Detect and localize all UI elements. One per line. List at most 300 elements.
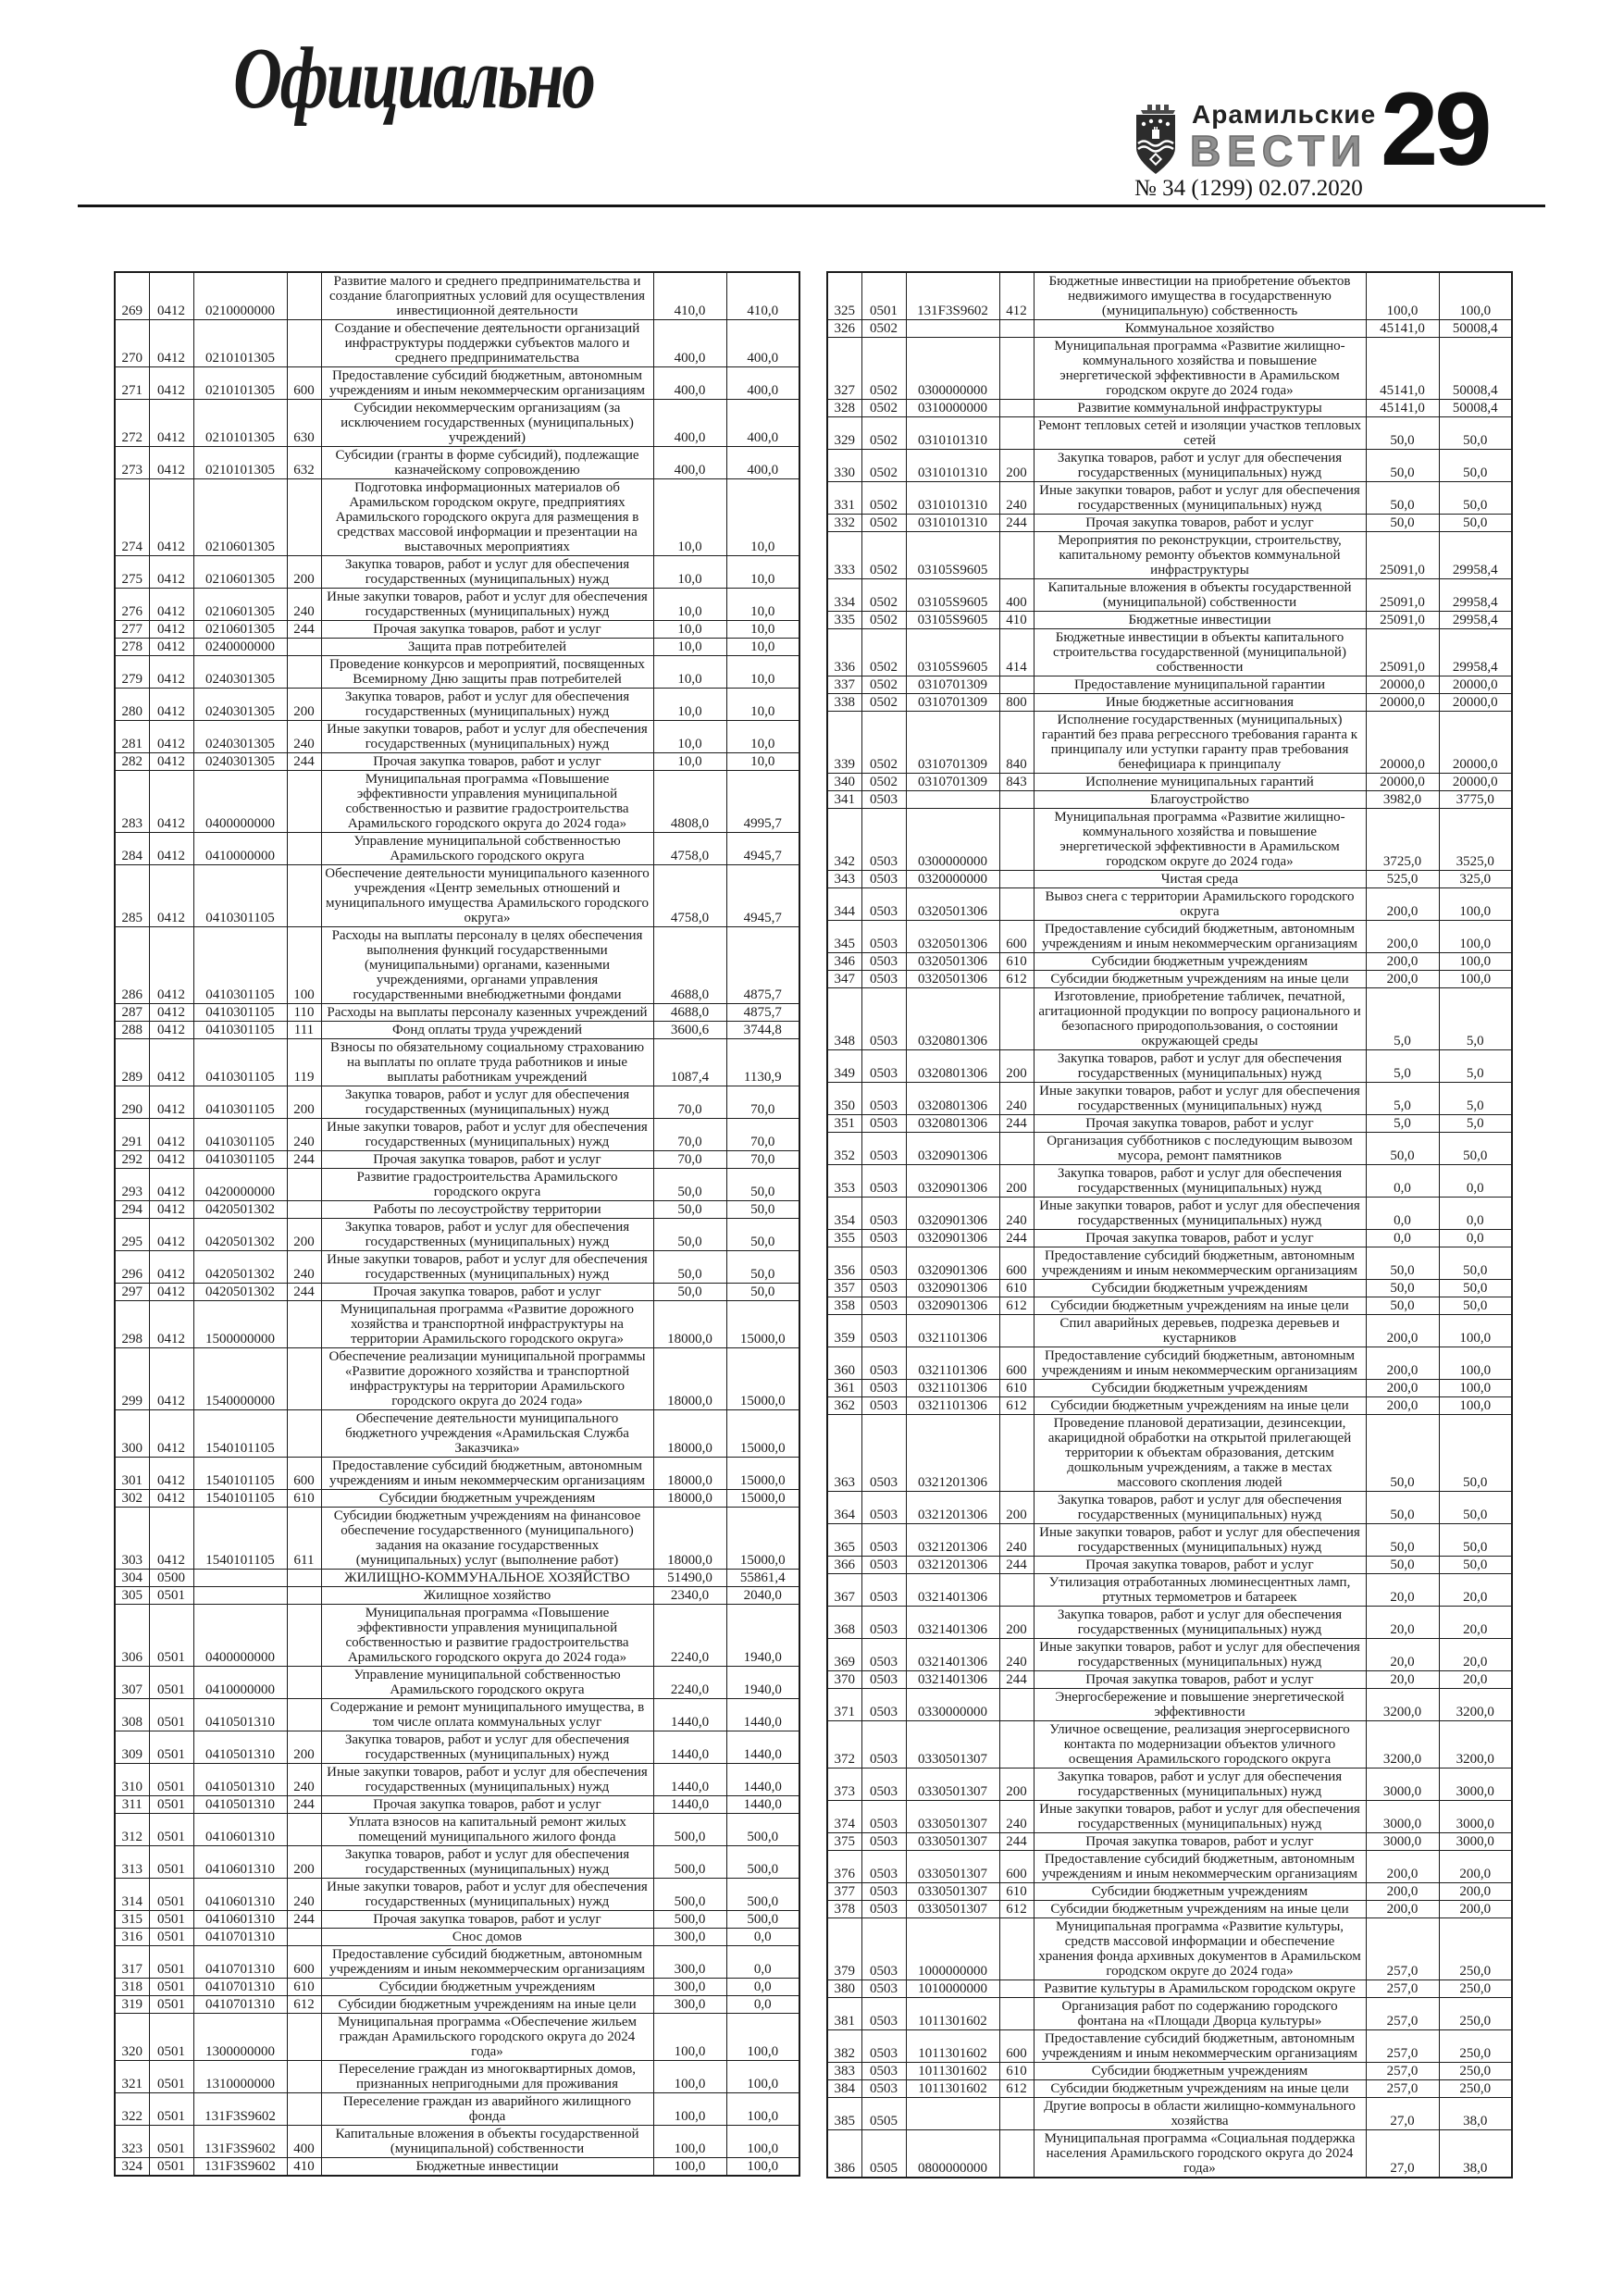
target-article-cell: 0420501302 xyxy=(193,1201,287,1219)
expense-name-cell: Субсидии бюджетным учреждениям на финансовое обеспечение государственного (муниципального) задания на оказание государственных (муниципальных) услуг (выполнение работ) xyxy=(321,1508,653,1570)
target-article-cell: 0410000000 xyxy=(193,833,287,865)
amount-col2-cell: 400,0 xyxy=(726,447,799,479)
row-number-cell: 343 xyxy=(827,871,861,888)
target-article-cell: 03105S9605 xyxy=(906,579,999,612)
budget-row xyxy=(827,1639,1512,1671)
amount-col2-cell: 20,0 xyxy=(1439,1607,1512,1639)
target-article-cell: 0320801306 xyxy=(906,988,999,1050)
amount-col1-cell: 1440,0 xyxy=(653,1796,726,1814)
amount-col2-cell: 410,0 xyxy=(726,272,799,320)
expense-type-cell xyxy=(287,2061,321,2093)
row-number-cell: 372 xyxy=(827,1721,861,1769)
amount-col2-cell: 70,0 xyxy=(726,1151,799,1169)
target-article-cell: 1310000000 xyxy=(193,2061,287,2093)
amount-col2-cell: 50,0 xyxy=(1439,1247,1512,1280)
budget-row xyxy=(115,656,799,689)
target-article-cell: 0321401306 xyxy=(906,1671,999,1689)
budget-row xyxy=(827,1247,1512,1280)
expense-type-cell xyxy=(999,320,1034,338)
expense-name-cell: Предоставление субсидий бюджетным, автономным учреждениям и иным некоммерческим организациям xyxy=(1034,1247,1366,1280)
target-article-cell: 1540101105 xyxy=(193,1410,287,1458)
expense-name-cell: Развитие коммунальной инфраструктуры xyxy=(1034,400,1366,417)
row-number-cell: 363 xyxy=(827,1415,861,1492)
target-article-cell: 0321101306 xyxy=(906,1380,999,1397)
budget-row xyxy=(115,1219,799,1251)
row-number-cell: 321 xyxy=(115,2061,149,2093)
expense-type-cell: 840 xyxy=(999,712,1034,774)
amount-col2-cell: 50,0 xyxy=(726,1201,799,1219)
row-number-cell: 352 xyxy=(827,1133,861,1165)
budget-row xyxy=(115,1251,799,1284)
section-code-cell: 0503 xyxy=(861,921,906,953)
expense-type-cell: 240 xyxy=(999,1083,1034,1115)
row-number-cell: 330 xyxy=(827,450,861,482)
target-article-cell: 0410301105 xyxy=(193,1119,287,1151)
expense-type-cell xyxy=(999,1133,1034,1165)
target-article-cell: 0410301105 xyxy=(193,1151,287,1169)
section-code-cell: 0502 xyxy=(861,400,906,417)
amount-col2-cell: 100,0 xyxy=(1439,1397,1512,1415)
amount-col2-cell: 100,0 xyxy=(1439,888,1512,921)
target-article-cell: 0320901306 xyxy=(906,1297,999,1315)
expense-type-cell xyxy=(287,1667,321,1699)
page-number: 29 xyxy=(1381,71,1489,187)
expense-name-cell: Снос домов xyxy=(321,1929,653,1946)
expense-type-cell xyxy=(287,865,321,927)
amount-col1-cell: 257,0 xyxy=(1366,1980,1439,1998)
amount-col1-cell: 4688,0 xyxy=(653,927,726,1004)
expense-type-cell xyxy=(287,1699,321,1731)
section-code-cell: 0503 xyxy=(861,1801,906,1833)
amount-col2-cell: 100,0 xyxy=(1439,272,1512,320)
amount-col1-cell: 51490,0 xyxy=(653,1570,726,1587)
expense-name-cell: Предоставление субсидий бюджетным, автономным учреждениям и иным некоммерческим организациям xyxy=(321,367,653,400)
target-article-cell: 03105S9605 xyxy=(906,629,999,676)
budget-row xyxy=(827,2030,1512,2063)
expense-type-cell xyxy=(999,871,1034,888)
target-article-cell: 1500000000 xyxy=(193,1301,287,1348)
section-code-cell: 0500 xyxy=(149,1570,193,1587)
amount-col1-cell: 2240,0 xyxy=(653,1667,726,1699)
section-code-cell: 0503 xyxy=(861,809,906,871)
section-code-cell: 0503 xyxy=(861,1639,906,1671)
budget-row xyxy=(115,1911,799,1929)
section-code-cell: 0412 xyxy=(149,1151,193,1169)
amount-col2-cell: 15000,0 xyxy=(726,1490,799,1508)
row-number-cell: 347 xyxy=(827,971,861,988)
section-code-cell: 0501 xyxy=(861,272,906,320)
row-number-cell: 327 xyxy=(827,338,861,400)
expense-name-cell: Проведение плановой дератизации, дезинсекции, акарицидной обработки на открытой прилегающей территории к объектам образования, детским дошкольным учреждениям, а также в местах массового скопления людей xyxy=(1034,1415,1366,1492)
section-code-cell: 0505 xyxy=(861,2098,906,2130)
expense-type-cell xyxy=(287,1605,321,1667)
amount-col1-cell: 10,0 xyxy=(653,621,726,639)
row-number-cell: 370 xyxy=(827,1671,861,1689)
amount-col2-cell: 15000,0 xyxy=(726,1508,799,1570)
budget-row xyxy=(115,865,799,927)
expense-name-cell: Прочая закупка товаров, работ и услуг xyxy=(321,1151,653,1169)
section-code-cell: 0412 xyxy=(149,1508,193,1570)
expense-type-cell xyxy=(999,988,1034,1050)
row-number-cell: 289 xyxy=(115,1039,149,1086)
expense-name-cell: Прочая закупка товаров, работ и услуг xyxy=(321,1911,653,1929)
row-number-cell: 299 xyxy=(115,1348,149,1410)
target-article-cell: 0240301305 xyxy=(193,721,287,753)
section-code-cell: 0503 xyxy=(861,1380,906,1397)
amount-col2-cell: 55861,4 xyxy=(726,1570,799,1587)
budget-row xyxy=(827,272,1512,320)
expense-type-cell xyxy=(999,2098,1034,2130)
amount-col1-cell: 500,0 xyxy=(653,1879,726,1911)
expense-name-cell: Прочая закупка товаров, работ и услуг xyxy=(321,753,653,771)
amount-col2-cell: 3744,8 xyxy=(726,1022,799,1039)
budget-row xyxy=(827,1083,1512,1115)
amount-col1-cell: 50,0 xyxy=(653,1251,726,1284)
expense-type-cell: 612 xyxy=(287,1996,321,2014)
expense-name-cell: Спил аварийных деревьев, подрезка деревьев и кустарников xyxy=(1034,1315,1366,1347)
amount-col2-cell: 3200,0 xyxy=(1439,1689,1512,1721)
expense-name-cell: Предоставление субсидий бюджетным, автономным учреждениям и иным некоммерческим организациям xyxy=(1034,2030,1366,2063)
expense-name-cell: Исполнение муниципальных гарантий xyxy=(1034,774,1366,791)
budget-row xyxy=(115,621,799,639)
amount-col2-cell: 400,0 xyxy=(726,400,799,447)
section-code-cell: 0502 xyxy=(861,482,906,515)
amount-col1-cell: 5,0 xyxy=(1366,1050,1439,1083)
target-article-cell: 1540000000 xyxy=(193,1348,287,1410)
row-number-cell: 361 xyxy=(827,1380,861,1397)
budget-table-left-body xyxy=(115,272,799,2176)
row-number-cell: 368 xyxy=(827,1607,861,1639)
amount-col1-cell: 20,0 xyxy=(1366,1639,1439,1671)
expense-name-cell: Предоставление муниципальной гарантии xyxy=(1034,676,1366,694)
amount-col2-cell: 50,0 xyxy=(1439,1492,1512,1524)
section-code-cell: 0503 xyxy=(861,1689,906,1721)
amount-col2-cell: 10,0 xyxy=(726,721,799,753)
expense-name-cell: Закупка товаров, работ и услуг для обеспечения государственных (муниципальных) нужд xyxy=(1034,1607,1366,1639)
amount-col1-cell: 1087,4 xyxy=(653,1039,726,1086)
expense-name-cell: Субсидии бюджетным учреждениям xyxy=(321,1490,653,1508)
amount-col1-cell: 18000,0 xyxy=(653,1301,726,1348)
amount-col1-cell: 500,0 xyxy=(653,1846,726,1879)
amount-col1-cell: 200,0 xyxy=(1366,953,1439,971)
budget-row xyxy=(115,2158,799,2177)
expense-name-cell: Проведение конкурсов и мероприятий, посвященных Всемирному Дню защиты прав потребителей xyxy=(321,656,653,689)
target-article-cell: 0320801306 xyxy=(906,1050,999,1083)
budget-row xyxy=(115,753,799,771)
expense-type-cell: 611 xyxy=(287,1508,321,1570)
row-number-cell: 324 xyxy=(115,2158,149,2177)
amount-col1-cell: 200,0 xyxy=(1366,921,1439,953)
expense-type-cell: 200 xyxy=(287,1219,321,1251)
amount-col1-cell: 18000,0 xyxy=(653,1490,726,1508)
amount-col2-cell: 500,0 xyxy=(726,1911,799,1929)
amount-col2-cell: 3200,0 xyxy=(1439,1721,1512,1769)
amount-col2-cell: 38,0 xyxy=(1439,2098,1512,2130)
expense-type-cell: 110 xyxy=(287,1004,321,1022)
row-number-cell: 351 xyxy=(827,1115,861,1133)
amount-col1-cell: 257,0 xyxy=(1366,2030,1439,2063)
expense-type-cell xyxy=(287,2014,321,2061)
section-code-cell: 0502 xyxy=(861,515,906,532)
amount-col1-cell: 27,0 xyxy=(1366,2130,1439,2178)
expense-name-cell: Другие вопросы в области жилищно-коммунального хозяйства xyxy=(1034,2098,1366,2130)
budget-row xyxy=(827,871,1512,888)
amount-col1-cell: 18000,0 xyxy=(653,1410,726,1458)
budget-row xyxy=(115,1796,799,1814)
expense-name-cell: Прочая закупка товаров, работ и услуг xyxy=(321,1284,653,1301)
budget-row xyxy=(827,921,1512,953)
section-code-cell: 0503 xyxy=(861,1492,906,1524)
row-number-cell: 273 xyxy=(115,447,149,479)
row-number-cell: 283 xyxy=(115,771,149,833)
budget-row xyxy=(115,1814,799,1846)
section-code-cell: 0412 xyxy=(149,1284,193,1301)
row-number-cell: 386 xyxy=(827,2130,861,2178)
row-number-cell: 325 xyxy=(827,272,861,320)
amount-col2-cell: 2040,0 xyxy=(726,1587,799,1605)
amount-col1-cell: 50,0 xyxy=(1366,1133,1439,1165)
section-code-cell: 0503 xyxy=(861,988,906,1050)
expense-name-cell: Закупка товаров, работ и услуг для обеспечения государственных (муниципальных) нужд xyxy=(321,1846,653,1879)
row-number-cell: 275 xyxy=(115,556,149,589)
budget-row xyxy=(827,579,1512,612)
expense-type-cell xyxy=(287,320,321,367)
expense-name-cell: Организация субботников с последующим вывозом мусора, ремонт памятников xyxy=(1034,1133,1366,1165)
expense-name-cell: Вывоз снега с территории Арамильского городского округа xyxy=(1034,888,1366,921)
row-number-cell: 349 xyxy=(827,1050,861,1083)
amount-col1-cell: 100,0 xyxy=(653,2093,726,2126)
amount-col1-cell: 50,0 xyxy=(1366,1280,1439,1297)
expense-type-cell: 100 xyxy=(287,927,321,1004)
section-code-cell: 0412 xyxy=(149,1201,193,1219)
section-code-cell: 0412 xyxy=(149,1251,193,1284)
amount-col2-cell: 250,0 xyxy=(1439,1998,1512,2030)
row-number-cell: 274 xyxy=(115,479,149,556)
target-article-cell: 0420501302 xyxy=(193,1251,287,1284)
expense-type-cell xyxy=(999,400,1034,417)
expense-name-cell: Предоставление субсидий бюджетным, автономным учреждениям и иным некоммерческим организациям xyxy=(1034,921,1366,953)
expense-name-cell: Бюджетные инвестиции на приобретение объектов недвижимого имущества в государственную (муниципальную) собственность xyxy=(1034,272,1366,320)
target-article-cell: 0210101305 xyxy=(193,320,287,367)
expense-name-cell: Субсидии бюджетным учреждениям на иные цели xyxy=(1034,971,1366,988)
amount-col2-cell: 50,0 xyxy=(726,1251,799,1284)
amount-col2-cell: 1440,0 xyxy=(726,1699,799,1731)
section-code-cell: 0503 xyxy=(861,1883,906,1901)
budget-row xyxy=(827,1721,1512,1769)
target-article-cell: 0310101310 xyxy=(906,450,999,482)
amount-col2-cell: 0,0 xyxy=(1439,1165,1512,1198)
row-number-cell: 301 xyxy=(115,1458,149,1490)
target-article-cell: 0330000000 xyxy=(906,1689,999,1721)
amount-col2-cell: 500,0 xyxy=(726,1879,799,1911)
budget-row xyxy=(115,2014,799,2061)
expense-name-cell: Развитие культуры в Арамильском городском округе xyxy=(1034,1980,1366,1998)
expense-type-cell: 240 xyxy=(287,721,321,753)
row-number-cell: 379 xyxy=(827,1918,861,1980)
target-article-cell: 0310701309 xyxy=(906,676,999,694)
expense-type-cell xyxy=(999,1574,1034,1607)
row-number-cell: 357 xyxy=(827,1280,861,1297)
expense-type-cell: 200 xyxy=(287,689,321,721)
amount-col1-cell: 20,0 xyxy=(1366,1671,1439,1689)
target-article-cell: 0321201306 xyxy=(906,1415,999,1492)
expense-name-cell: Чистая среда xyxy=(1034,871,1366,888)
section-code-cell: 0503 xyxy=(861,1851,906,1883)
expense-type-cell xyxy=(287,1587,321,1605)
target-article-cell: 0320901306 xyxy=(906,1165,999,1198)
target-article-cell: 0210601305 xyxy=(193,621,287,639)
amount-col2-cell: 3000,0 xyxy=(1439,1769,1512,1801)
expense-type-cell xyxy=(999,1980,1034,1998)
amount-col1-cell: 400,0 xyxy=(653,447,726,479)
amount-col2-cell: 50,0 xyxy=(1439,482,1512,515)
amount-col2-cell: 29958,4 xyxy=(1439,532,1512,579)
expense-name-cell: Предоставление субсидий бюджетным, автономным учреждениям и иным некоммерческим организациям xyxy=(321,1946,653,1979)
section-code-cell: 0501 xyxy=(149,1796,193,1814)
row-number-cell: 383 xyxy=(827,2063,861,2080)
budget-row xyxy=(827,1165,1512,1198)
amount-col1-cell: 3200,0 xyxy=(1366,1689,1439,1721)
expense-name-cell: Закупка товаров, работ и услуг для обеспечения государственных (муниципальных) нужд xyxy=(1034,1050,1366,1083)
amount-col1-cell: 10,0 xyxy=(653,656,726,689)
budget-row xyxy=(827,1380,1512,1397)
budget-row xyxy=(827,1801,1512,1833)
row-number-cell: 378 xyxy=(827,1901,861,1918)
row-number-cell: 365 xyxy=(827,1524,861,1557)
amount-col1-cell: 10,0 xyxy=(653,689,726,721)
section-code-cell: 0501 xyxy=(149,1764,193,1796)
budget-row xyxy=(827,612,1512,629)
budget-row xyxy=(827,2063,1512,2080)
expense-type-cell xyxy=(287,656,321,689)
amount-col2-cell: 5,0 xyxy=(1439,988,1512,1050)
expense-type-cell: 400 xyxy=(287,2126,321,2158)
budget-row xyxy=(115,1410,799,1458)
row-number-cell: 329 xyxy=(827,417,861,450)
expense-name-cell: Прочая закупка товаров, работ и услуг xyxy=(1034,515,1366,532)
row-number-cell: 362 xyxy=(827,1397,861,1415)
budget-row xyxy=(115,1731,799,1764)
section-code-cell: 0501 xyxy=(149,1605,193,1667)
amount-col2-cell: 10,0 xyxy=(726,479,799,556)
amount-col2-cell: 29958,4 xyxy=(1439,629,1512,676)
expense-type-cell xyxy=(287,1814,321,1846)
expense-name-cell: Ремонт тепловых сетей и изоляции участков тепловых сетей xyxy=(1034,417,1366,450)
row-number-cell: 269 xyxy=(115,272,149,320)
amount-col2-cell: 250,0 xyxy=(1439,1918,1512,1980)
row-number-cell: 360 xyxy=(827,1347,861,1380)
amount-col2-cell: 3525,0 xyxy=(1439,809,1512,871)
expense-type-cell xyxy=(287,771,321,833)
expense-type-cell: 610 xyxy=(999,2063,1034,2080)
target-article-cell: 1000000000 xyxy=(906,1918,999,1980)
expense-type-cell: 843 xyxy=(999,774,1034,791)
expense-type-cell xyxy=(287,1301,321,1348)
budget-row xyxy=(115,1570,799,1587)
row-number-cell: 292 xyxy=(115,1151,149,1169)
expense-name-cell: Субсидии бюджетным учреждениям xyxy=(1034,953,1366,971)
row-number-cell: 369 xyxy=(827,1639,861,1671)
row-number-cell: 281 xyxy=(115,721,149,753)
amount-col1-cell: 70,0 xyxy=(653,1119,726,1151)
amount-col1-cell: 10,0 xyxy=(653,753,726,771)
target-article-cell: 131F3S9602 xyxy=(193,2093,287,2126)
row-number-cell: 336 xyxy=(827,629,861,676)
expense-type-cell: 612 xyxy=(999,2080,1034,2098)
budget-row xyxy=(827,971,1512,988)
target-article-cell: 0240301305 xyxy=(193,689,287,721)
target-article-cell: 0210101305 xyxy=(193,400,287,447)
amount-col1-cell: 50,0 xyxy=(1366,1492,1439,1524)
target-article-cell: 0400000000 xyxy=(193,1605,287,1667)
expense-name-cell: Муниципальная программа «Обеспечение жильем граждан Арамильского городского округа до 2024 года» xyxy=(321,2014,653,2061)
amount-col1-cell: 200,0 xyxy=(1366,1380,1439,1397)
budget-row xyxy=(115,1764,799,1796)
section-code-cell: 0412 xyxy=(149,447,193,479)
expense-type-cell: 414 xyxy=(999,629,1034,676)
expense-name-cell: Иные бюджетные ассигнования xyxy=(1034,694,1366,712)
amount-col1-cell: 18000,0 xyxy=(653,1348,726,1410)
row-number-cell: 346 xyxy=(827,953,861,971)
budget-row xyxy=(115,1946,799,1979)
budget-row xyxy=(827,712,1512,774)
expense-type-cell xyxy=(287,1929,321,1946)
expense-name-cell: Работы по лесоустройству территории xyxy=(321,1201,653,1219)
section-code-cell: 0412 xyxy=(149,1490,193,1508)
amount-col1-cell: 50,0 xyxy=(1366,1247,1439,1280)
amount-col2-cell: 100,0 xyxy=(1439,1380,1512,1397)
target-article-cell: 0410701310 xyxy=(193,1996,287,2014)
amount-col1-cell: 50,0 xyxy=(653,1219,726,1251)
row-number-cell: 318 xyxy=(115,1979,149,1996)
target-article-cell: 0410701310 xyxy=(193,1979,287,1996)
amount-col1-cell: 50,0 xyxy=(1366,417,1439,450)
expense-name-cell: Закупка товаров, работ и услуг для обеспечения государственных (муниципальных) нужд xyxy=(321,689,653,721)
section-code-cell: 0502 xyxy=(861,629,906,676)
amount-col2-cell: 4875,7 xyxy=(726,1004,799,1022)
expense-type-cell: 630 xyxy=(287,400,321,447)
row-number-cell: 311 xyxy=(115,1796,149,1814)
amount-col1-cell: 100,0 xyxy=(653,2158,726,2177)
amount-col2-cell: 1440,0 xyxy=(726,1764,799,1796)
expense-name-cell: Субсидии (гранты в форме субсидий), подлежащие казначейскому сопровождению xyxy=(321,447,653,479)
expense-type-cell: 244 xyxy=(999,1230,1034,1247)
amount-col2-cell: 50,0 xyxy=(726,1169,799,1201)
amount-col2-cell: 4945,7 xyxy=(726,865,799,927)
target-article-cell: 0310101310 xyxy=(906,515,999,532)
budget-row xyxy=(827,1198,1512,1230)
amount-col1-cell: 400,0 xyxy=(653,320,726,367)
amount-col2-cell: 1440,0 xyxy=(726,1731,799,1764)
section-code-cell: 0503 xyxy=(861,888,906,921)
expense-type-cell: 612 xyxy=(999,971,1034,988)
row-number-cell: 348 xyxy=(827,988,861,1050)
expense-type-cell xyxy=(999,1918,1034,1980)
budget-row xyxy=(827,338,1512,400)
expense-type-cell xyxy=(999,2130,1034,2178)
budget-row xyxy=(115,1699,799,1731)
section-code-cell: 0502 xyxy=(861,774,906,791)
amount-col2-cell: 0,0 xyxy=(726,1946,799,1979)
section-code-cell: 0412 xyxy=(149,1219,193,1251)
target-article-cell: 0320801306 xyxy=(906,1083,999,1115)
amount-col1-cell: 200,0 xyxy=(1366,971,1439,988)
expense-name-cell: Управление муниципальной собственностью Арамильского городского округа xyxy=(321,1667,653,1699)
row-number-cell: 305 xyxy=(115,1587,149,1605)
amount-col1-cell: 45141,0 xyxy=(1366,400,1439,417)
expense-type-cell xyxy=(287,639,321,656)
target-article-cell: 0410601310 xyxy=(193,1879,287,1911)
